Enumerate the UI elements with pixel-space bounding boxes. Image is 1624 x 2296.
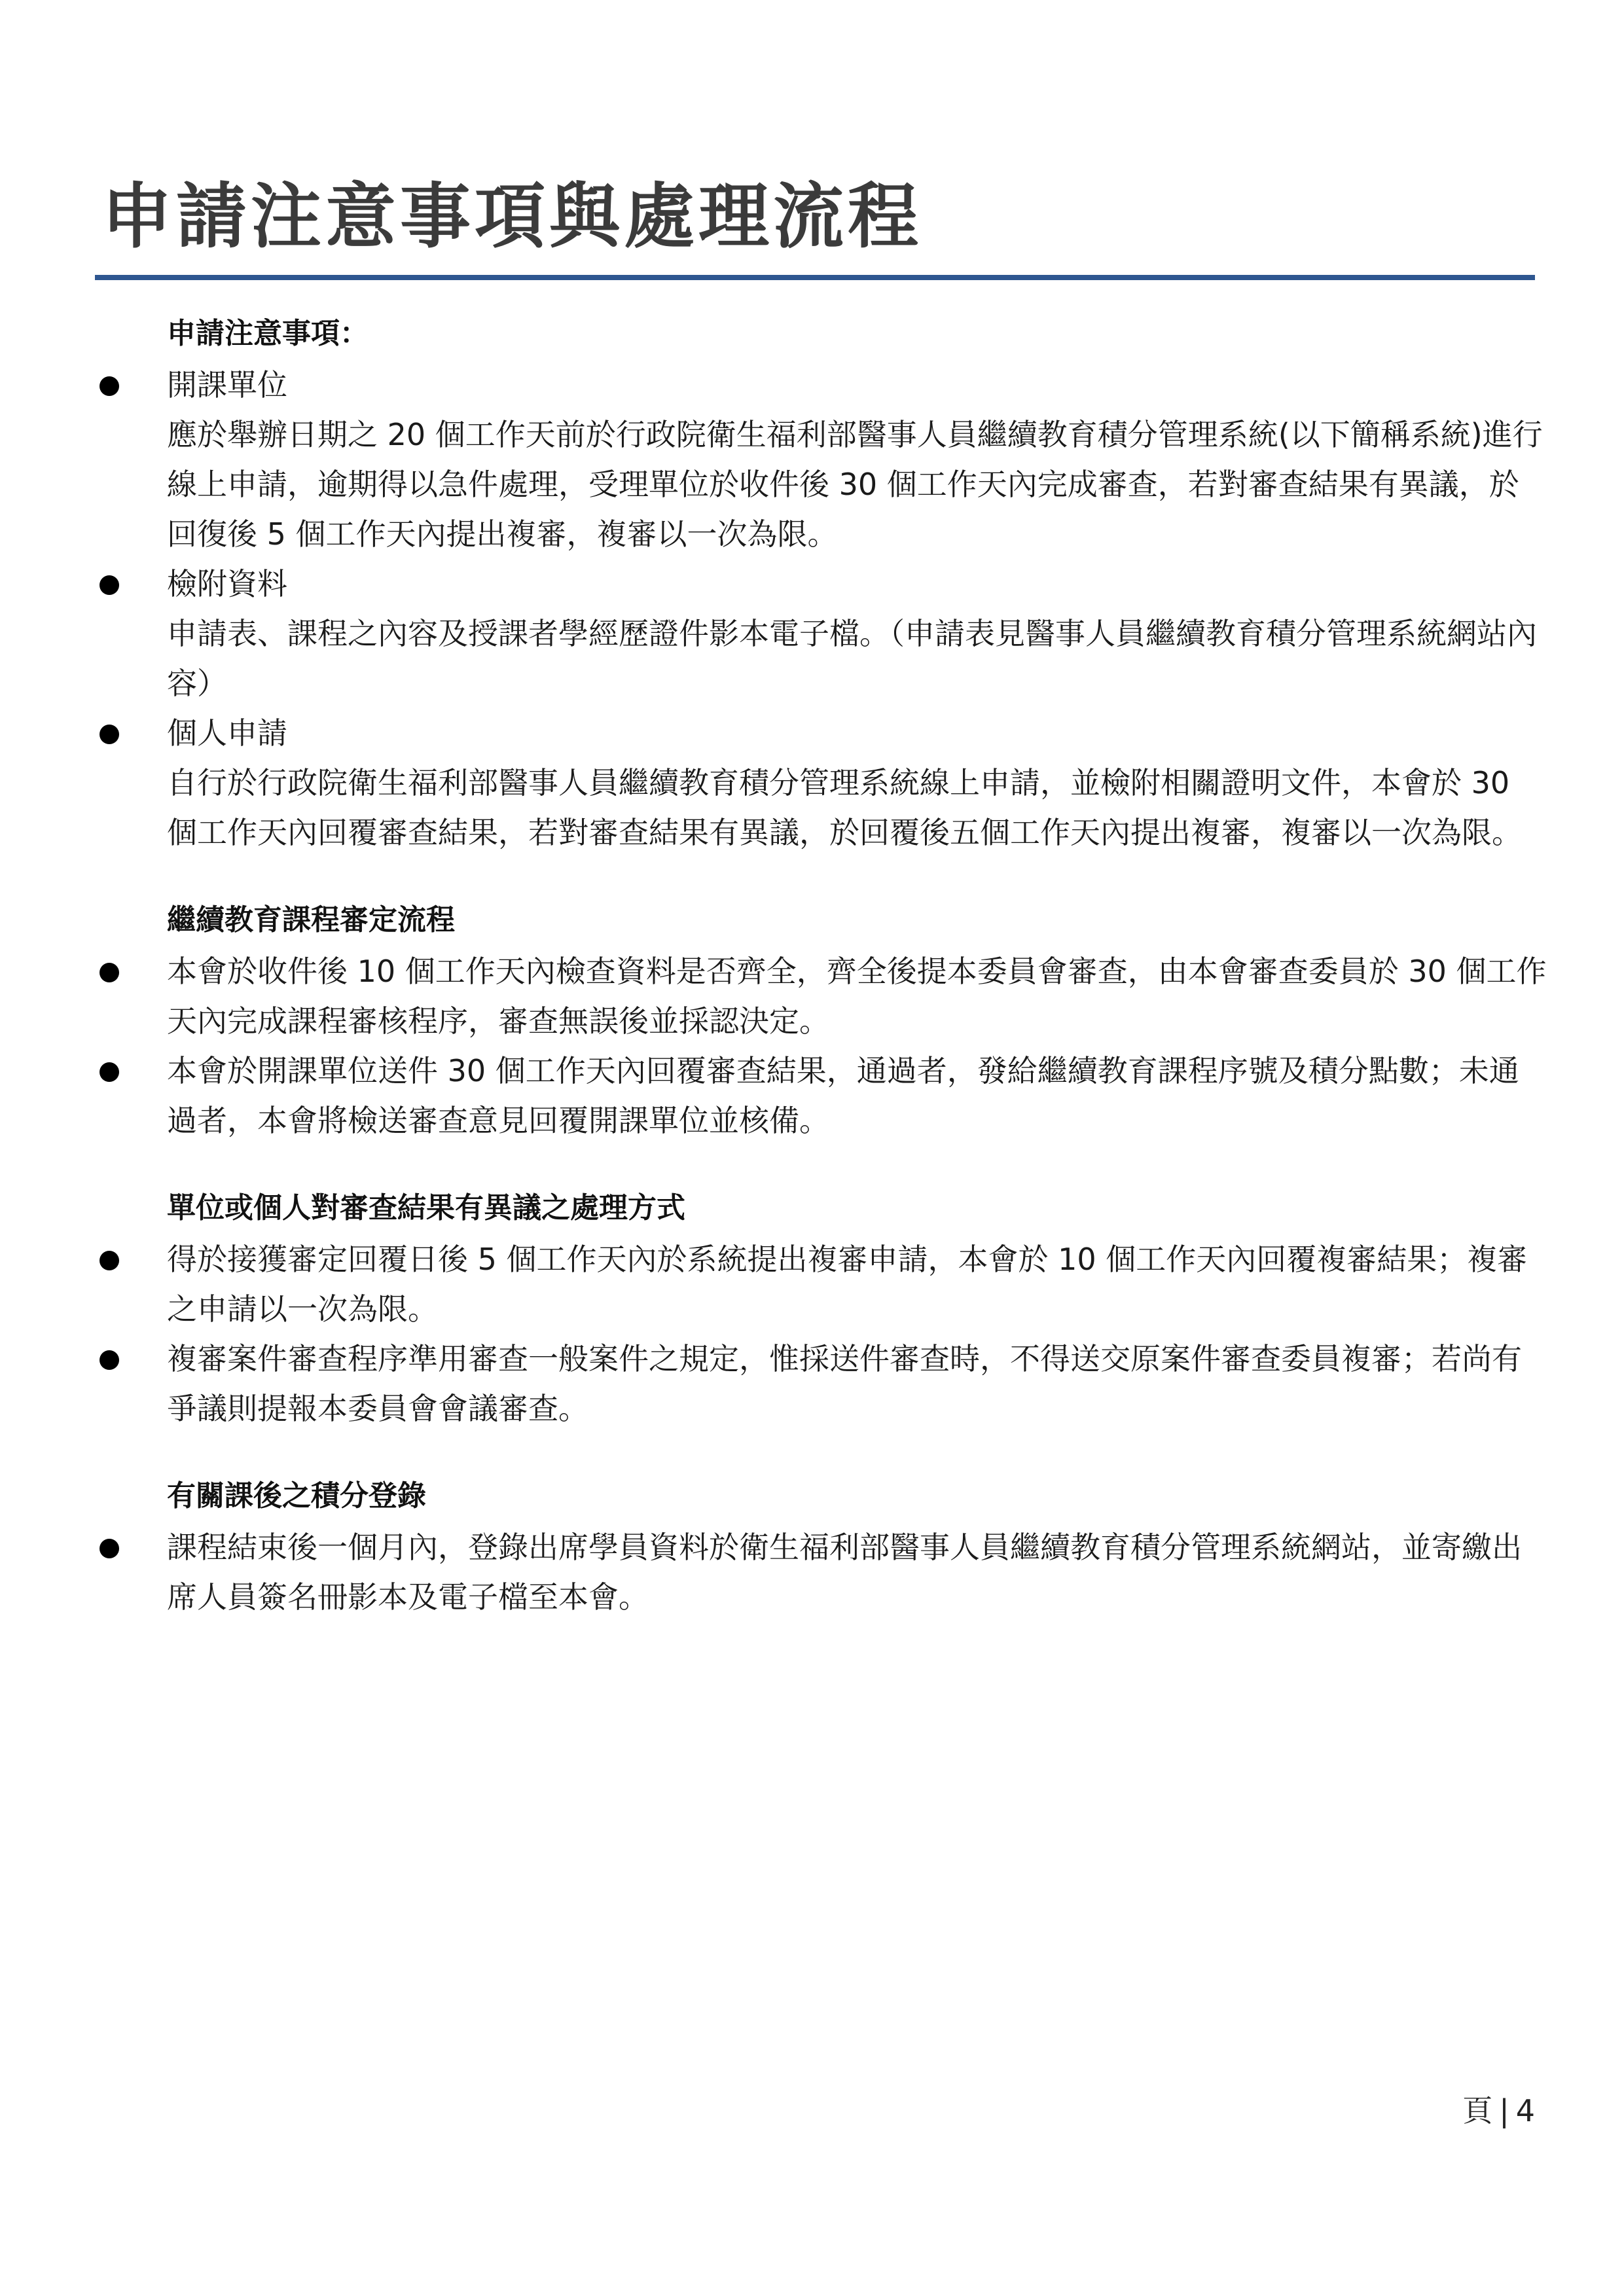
item-text: 複審案件審查程序準用審查一般案件之規定，惟採送件審查時，不得送交原案件審查委員複審；若尚有爭議則提報本委員會會議審查。 bbox=[167, 1341, 1522, 1426]
page-number: 4 bbox=[1515, 2093, 1535, 2128]
section-review-process bbox=[0, 894, 1624, 1145]
item-label: 個人申請 bbox=[167, 715, 287, 751]
page-footer bbox=[1462, 2091, 1535, 2130]
item-text: 申請表、課程之內容及授課者學經歷證件影本電子檔。（申請表見醫事人員繼續教育積分管理系統網站內容） bbox=[167, 616, 1537, 701]
item-text: 本會於收件後 10 個工作天內檢查資料是否齊全，齊全後提本委員會審查，由本會審查委員於 30 個工作天內完成課程審核程序，審查無誤後並採認決定。 bbox=[167, 954, 1547, 1039]
item-label: 檢附資料 bbox=[167, 566, 287, 601]
bullet-icon bbox=[99, 376, 119, 396]
footer-label: 頁 bbox=[1462, 2093, 1493, 2128]
list-item bbox=[0, 360, 1624, 559]
page-title: 申請注意事項與處理流程 bbox=[101, 176, 923, 258]
bullet-icon bbox=[99, 1251, 119, 1270]
section-objection-handling bbox=[0, 1182, 1624, 1433]
document-body bbox=[0, 308, 1624, 1659]
list-item bbox=[0, 1334, 1624, 1433]
bullet-icon bbox=[99, 575, 119, 595]
bullet-icon bbox=[99, 963, 119, 982]
list-item bbox=[0, 708, 1624, 857]
section-application-notes bbox=[0, 308, 1624, 857]
section-credit-registration bbox=[0, 1470, 1624, 1622]
list-item bbox=[0, 946, 1624, 1046]
bullet-icon bbox=[99, 1062, 119, 1082]
list-item bbox=[0, 1234, 1624, 1334]
list-item bbox=[0, 1522, 1624, 1622]
item-text: 應於舉辦日期之 20 個工作天前於行政院衛生福利部醫事人員繼續教育積分管理系統(以下簡稱系統)進行線上申請，逾期得以急件處理，受理單位於收件後 30 個工作天內完成審查，若對審查結果有異議，於回復後 5 個工作天內提出複審，複審以一次為限。 bbox=[167, 417, 1543, 552]
section-heading: 申請注意事項： bbox=[167, 317, 369, 350]
section-heading: 繼續教育課程審定流程 bbox=[167, 903, 455, 937]
list-item bbox=[0, 559, 1624, 708]
title-rule bbox=[95, 275, 1535, 280]
bullet-icon bbox=[99, 1539, 119, 1558]
item-text: 課程結束後一個月內，登錄出席學員資料於衛生福利部醫事人員繼續教育積分管理系統網站，並寄繳出席人員簽名冊影本及電子檔至本會。 bbox=[167, 1530, 1522, 1615]
item-text: 本會於開課單位送件 30 個工作天內回覆審查結果，通過者，發給繼續教育課程序號及積分點數；未通過者，本會將檢送審查意見回覆開課單位並核備。 bbox=[167, 1053, 1519, 1138]
bullet-icon bbox=[99, 725, 119, 744]
item-label: 開課單位 bbox=[167, 367, 287, 403]
item-text: 自行於行政院衛生福利部醫事人員繼續教育積分管理系統線上申請，並檢附相關證明文件，本會於 30 個工作天內回覆審查結果，若對審查結果有異議，於回覆後五個工作天內提出複審，複審以一次為限。 bbox=[167, 765, 1522, 850]
item-text: 得於接獲審定回覆日後 5 個工作天內於系統提出複審申請，本會於 10 個工作天內回覆複審結果；複審之申請以一次為限。 bbox=[167, 1242, 1528, 1327]
footer-separator: | bbox=[1499, 2093, 1509, 2128]
section-heading: 有關課後之積分登錄 bbox=[167, 1479, 426, 1513]
list-item bbox=[0, 1046, 1624, 1145]
bullet-icon bbox=[99, 1350, 119, 1370]
section-heading: 單位或個人對審查結果有異議之處理方式 bbox=[167, 1191, 685, 1225]
